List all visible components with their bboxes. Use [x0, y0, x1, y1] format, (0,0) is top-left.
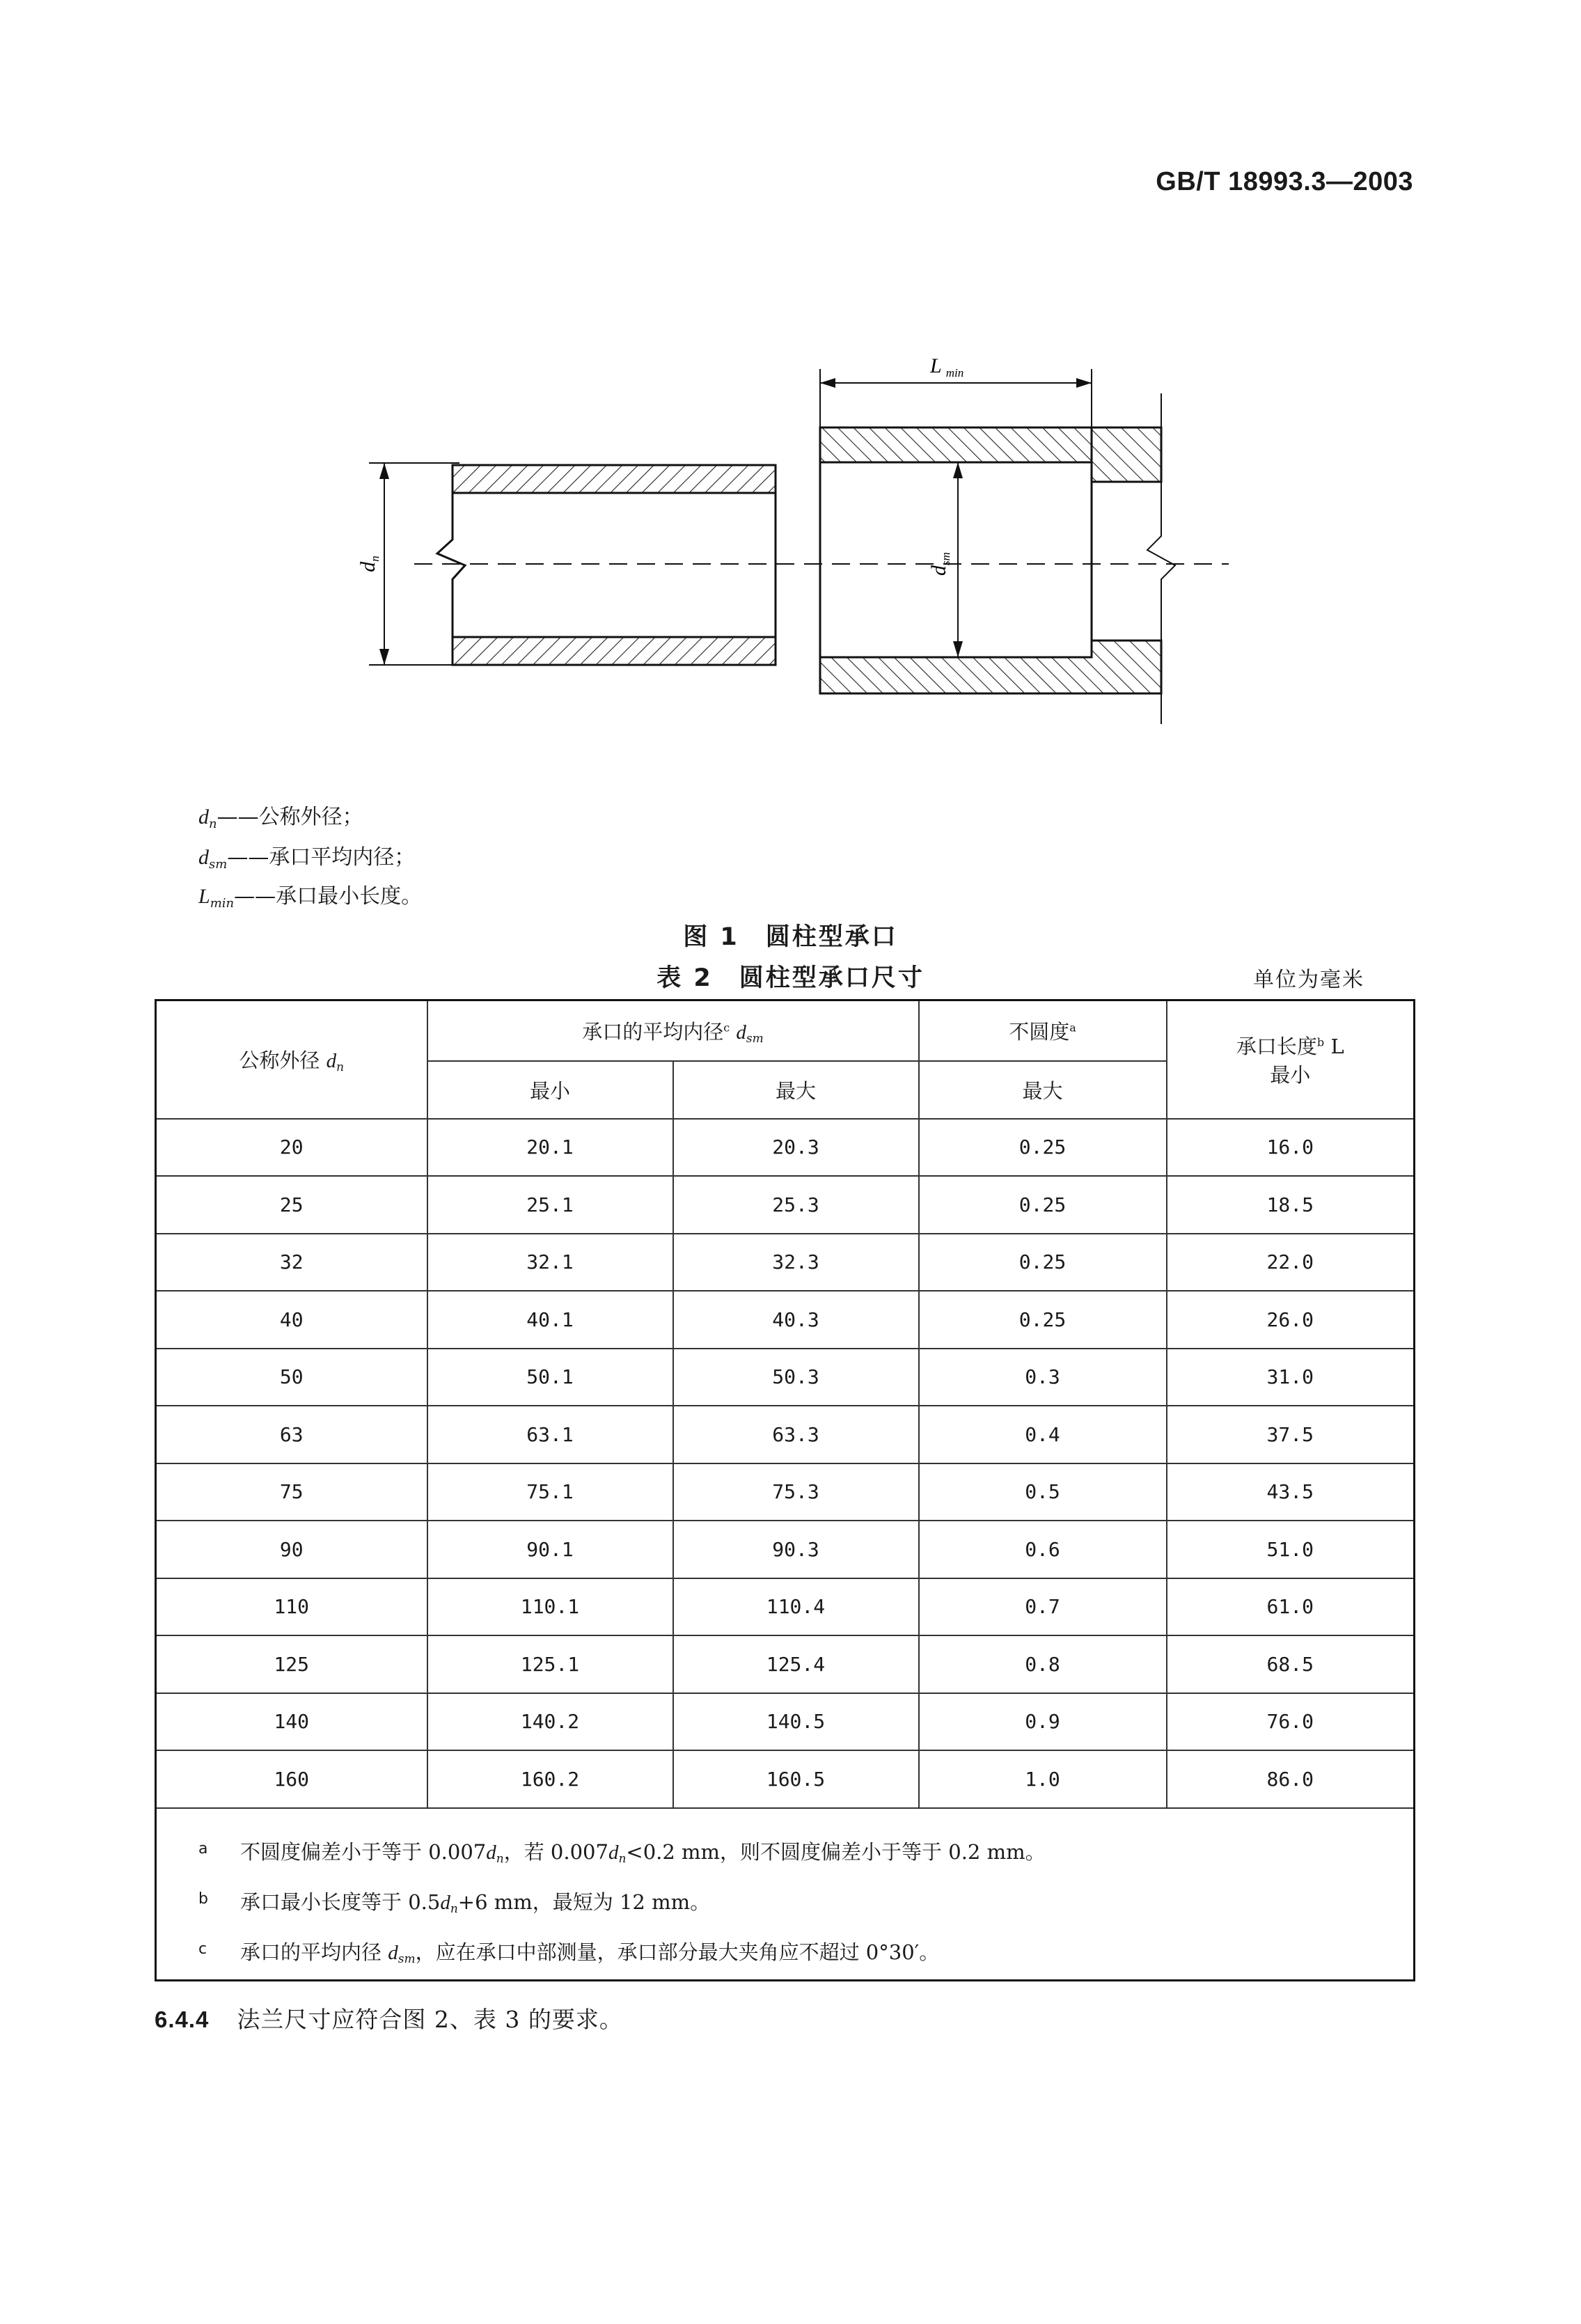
- cell-min: 32.1: [427, 1234, 673, 1291]
- cell-length: 61.0: [1167, 1578, 1415, 1636]
- cell-length: 26.0: [1167, 1291, 1415, 1349]
- dsm-dimension: [953, 462, 963, 657]
- socket-dimensions-table: [155, 999, 1415, 1981]
- cell-nominal: 40: [156, 1291, 427, 1349]
- cell-max: 90.3: [673, 1521, 919, 1578]
- header-min: 最小: [427, 1061, 673, 1119]
- table-row: [156, 1693, 1415, 1751]
- legend-item-dn: $d_n——$公称外径；: [198, 805, 363, 831]
- table-header-row: [156, 1000, 1415, 1062]
- legend-item-lmin: $L_{min}——$承口最小长度。: [198, 884, 423, 911]
- cell-nominal: 75: [156, 1463, 427, 1521]
- table-row: [156, 1234, 1415, 1291]
- note-a: a 不圆度偏差小于等于 $0.007d_n$，若 $0.007d_n<0.2$ mm，则不圆度偏差小于等于 0.2 mm。: [198, 1839, 1046, 1866]
- standard-code: GB/T 18993.3—2003: [1156, 167, 1413, 196]
- cell-ovality: 0.7: [919, 1578, 1167, 1636]
- table-row: [156, 1176, 1415, 1234]
- table-notes: [156, 1808, 1415, 1981]
- dn-label: $d_n$: [356, 556, 382, 572]
- cell-min: 63.1: [427, 1406, 673, 1463]
- socket-body: [820, 393, 1175, 724]
- cell-min: 110.1: [427, 1578, 673, 1636]
- cell-length: 16.0: [1167, 1119, 1415, 1177]
- table-notes-row: [156, 1808, 1415, 1981]
- unit-note: 单位为毫米: [1253, 968, 1364, 992]
- table-row: [156, 1406, 1415, 1463]
- cell-min: 40.1: [427, 1291, 673, 1349]
- cell-max: 110.4: [673, 1578, 919, 1636]
- note-b: b 承口最小长度等于 $0.5d_n+6$ mm，最短为 12 mm。: [198, 1890, 711, 1916]
- table-caption: 表 2 圆柱型承口尺寸: [656, 964, 925, 992]
- table-row: [156, 1119, 1415, 1177]
- cell-min: 125.1: [427, 1635, 673, 1693]
- header-mean-inner: 承口的平均内径$^c$ $d_{sm}$: [427, 1000, 919, 1062]
- cell-max: 140.5: [673, 1693, 919, 1751]
- clause-paragraph: [155, 2002, 623, 2034]
- cell-ovality: 1.0: [919, 1750, 1167, 1808]
- cell-nominal: 90: [156, 1521, 427, 1578]
- cell-max: 20.3: [673, 1119, 919, 1177]
- cell-max: 75.3: [673, 1463, 919, 1521]
- cell-nominal: 32: [156, 1234, 427, 1291]
- cell-max: 50.3: [673, 1349, 919, 1406]
- cell-nominal: 20: [156, 1119, 427, 1177]
- cell-nominal: 25: [156, 1176, 427, 1234]
- cell-length: 86.0: [1167, 1750, 1415, 1808]
- cell-nominal: 110: [156, 1578, 427, 1636]
- cell-length: 68.5: [1167, 1635, 1415, 1693]
- header-length: 承口长度$^b$ L 最小: [1167, 1000, 1415, 1119]
- cell-ovality: 0.6: [919, 1521, 1167, 1578]
- header-max: 最大: [673, 1061, 919, 1119]
- cell-ovality: 0.3: [919, 1349, 1167, 1406]
- cell-length: 76.0: [1167, 1693, 1415, 1751]
- cell-min: 50.1: [427, 1349, 673, 1406]
- cell-max: 125.4: [673, 1635, 919, 1693]
- socket-diagram: [0, 0, 1581, 738]
- header-ovality: 不圆度$^a$: [919, 1000, 1167, 1062]
- cell-ovality: 0.25: [919, 1119, 1167, 1177]
- table-row: [156, 1521, 1415, 1578]
- cell-length: 37.5: [1167, 1406, 1415, 1463]
- table-row: [156, 1349, 1415, 1406]
- dsm-label: $d_{sm}$: [927, 552, 952, 576]
- cell-length: 51.0: [1167, 1521, 1415, 1578]
- table-body: [156, 1119, 1415, 1808]
- cell-length: 31.0: [1167, 1349, 1415, 1406]
- clause-text: 法兰尺寸应符合图 2、表 3 的要求。: [237, 2006, 623, 2033]
- lmin-label: L $_{min}$: [930, 354, 964, 379]
- cell-length: 18.5: [1167, 1176, 1415, 1234]
- cell-min: 90.1: [427, 1521, 673, 1578]
- cell-nominal: 50: [156, 1349, 427, 1406]
- cell-ovality: 0.4: [919, 1406, 1167, 1463]
- header-nominal: 公称外径 $d_n$: [156, 1000, 427, 1119]
- pipe-spigot: [437, 465, 776, 665]
- clause-number: 6.4.4: [155, 2007, 210, 2032]
- cell-min: 20.1: [427, 1119, 673, 1177]
- table-row: [156, 1291, 1415, 1349]
- cell-max: 32.3: [673, 1234, 919, 1291]
- legend-item-dsm: $d_{sm}——$承口平均内径；: [198, 845, 416, 872]
- cell-nominal: 125: [156, 1635, 427, 1693]
- cell-max: 63.3: [673, 1406, 919, 1463]
- header-ovality-max: 最大: [919, 1061, 1167, 1119]
- cell-nominal: 160: [156, 1750, 427, 1808]
- cell-max: 40.3: [673, 1291, 919, 1349]
- cell-min: 25.1: [427, 1176, 673, 1234]
- table-row: [156, 1463, 1415, 1521]
- cell-min: 160.2: [427, 1750, 673, 1808]
- cell-nominal: 140: [156, 1693, 427, 1751]
- cell-length: 22.0: [1167, 1234, 1415, 1291]
- cell-ovality: 0.25: [919, 1176, 1167, 1234]
- cell-ovality: 0.25: [919, 1234, 1167, 1291]
- cell-ovality: 0.9: [919, 1693, 1167, 1751]
- cell-ovality: 0.8: [919, 1635, 1167, 1693]
- cell-ovality: 0.5: [919, 1463, 1167, 1521]
- cell-max: 160.5: [673, 1750, 919, 1808]
- note-c: c 承口的平均内径 $d_{sm}$，应在承口中部测量，承口部分最大夹角应不超过 0°30′。: [198, 1940, 940, 1966]
- cell-length: 43.5: [1167, 1463, 1415, 1521]
- table-row: [156, 1578, 1415, 1636]
- cell-ovality: 0.25: [919, 1291, 1167, 1349]
- table-row: [156, 1750, 1415, 1808]
- table-row: [156, 1635, 1415, 1693]
- cell-min: 140.2: [427, 1693, 673, 1751]
- cell-max: 25.3: [673, 1176, 919, 1234]
- cell-nominal: 63: [156, 1406, 427, 1463]
- figure-caption: 图 1 圆柱型承口: [683, 923, 898, 951]
- cell-min: 75.1: [427, 1463, 673, 1521]
